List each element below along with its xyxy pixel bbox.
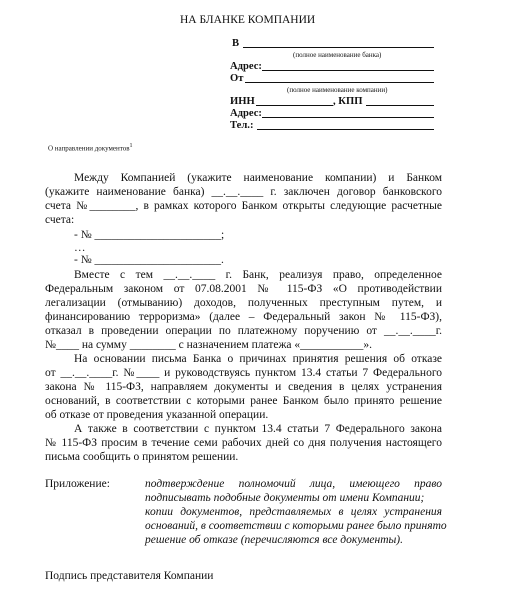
body-line: об отказе от проведения указанной операции. — [45, 409, 269, 421]
company-address-line — [262, 117, 434, 118]
subject-text: О направлении документов — [48, 144, 130, 153]
body-line: счета №________, в рамках которого Банком открыты следующие расчетные — [45, 200, 442, 212]
body-line: На основании письма Банка о причинах принятия решения об отказе — [74, 353, 442, 365]
body-line: Федеральным законом от 07.08.2001 № 115-ФЗ «О противодействии — [45, 283, 442, 295]
bank-caption: (полное наименование банка) — [293, 51, 382, 59]
attachment-line: подписывать подобные документы от имени Компании; — [145, 492, 425, 504]
attachment-label: Приложение: — [45, 478, 110, 490]
attachment-line: решение об отказе (перечисляются все документы). — [145, 534, 404, 546]
bank-address-line — [262, 70, 434, 71]
body-line: легализации (отмыванию) доходов, полученных преступным путем, и — [45, 297, 442, 309]
bank-address-label: Адрес: — [230, 61, 262, 72]
inn-label: ИНН — [230, 96, 255, 107]
phone-line — [257, 129, 434, 130]
signature-caption: Подпись представителя Компании — [45, 570, 214, 582]
kpp-line — [366, 105, 434, 106]
company-address-label: Адрес: — [230, 108, 262, 119]
account-ellipsis: … — [74, 242, 86, 254]
body-line: № 115-ФЗ просим в течение семи рабочих дней со дня получения настоящего — [45, 437, 442, 449]
body-line: оснований, в соответствии с которыми ранее Банком было принято решение — [45, 395, 442, 407]
account-item: - № ______________________. — [74, 254, 224, 266]
attachment-line: подтверждение полномочий лица, имеющего право — [145, 478, 442, 490]
body-line: А также в соответствии с пунктом 13.4 статьи 7 Федерального закона — [74, 423, 442, 435]
body-line: Вместе с тем __.__.____ г. Банк, реализуя право, определенное — [74, 269, 442, 281]
body-line: счета: — [45, 214, 75, 226]
bank-name-line — [243, 47, 434, 48]
body-line: отказал в проведении операции по платежному поручению от __.__.____г. — [45, 325, 442, 337]
inn-line — [256, 105, 333, 106]
account-item: - № ______________________; — [74, 229, 225, 241]
body-line: (укажите наименование банка) __.__.____ г. заключен договор банковского — [45, 186, 442, 198]
body-line: от __.__.____г. №____ и руководствуясь пунктом 13.4 статьи 7 Федерального — [45, 367, 442, 379]
body-line: финансированию терроризма» (далее – Федеральный закон № 115-ФЗ), — [45, 311, 442, 323]
attachment-line: оснований, в соответствии с которыми ранее было принято — [145, 520, 447, 532]
body-line: Между Компанией (укажите наименование компании) и Банком — [74, 172, 442, 184]
kpp-label: , КПП — [333, 96, 363, 107]
body-line: письма сообщить о принятом решении. — [45, 451, 239, 463]
phone-label: Тел.: — [230, 120, 254, 131]
company-caption: (полное наименование компании) — [287, 86, 388, 94]
to-label: В — [232, 38, 240, 49]
letterhead: НА БЛАНКЕ КОМПАНИИ — [180, 14, 316, 26]
attachment-line: копии документов, представляемых в целях устранения — [145, 506, 442, 518]
body-line: закона № 115-ФЗ, направляем документы и сведения в целях устранения — [45, 381, 442, 393]
company-name-line — [245, 82, 434, 83]
subject-line — [48, 143, 133, 152]
subject-footnote: 1 — [129, 143, 133, 149]
from-label: От — [230, 73, 244, 84]
body-line: №____ на сумму ________ с назначением платежа «___________». — [45, 339, 372, 351]
